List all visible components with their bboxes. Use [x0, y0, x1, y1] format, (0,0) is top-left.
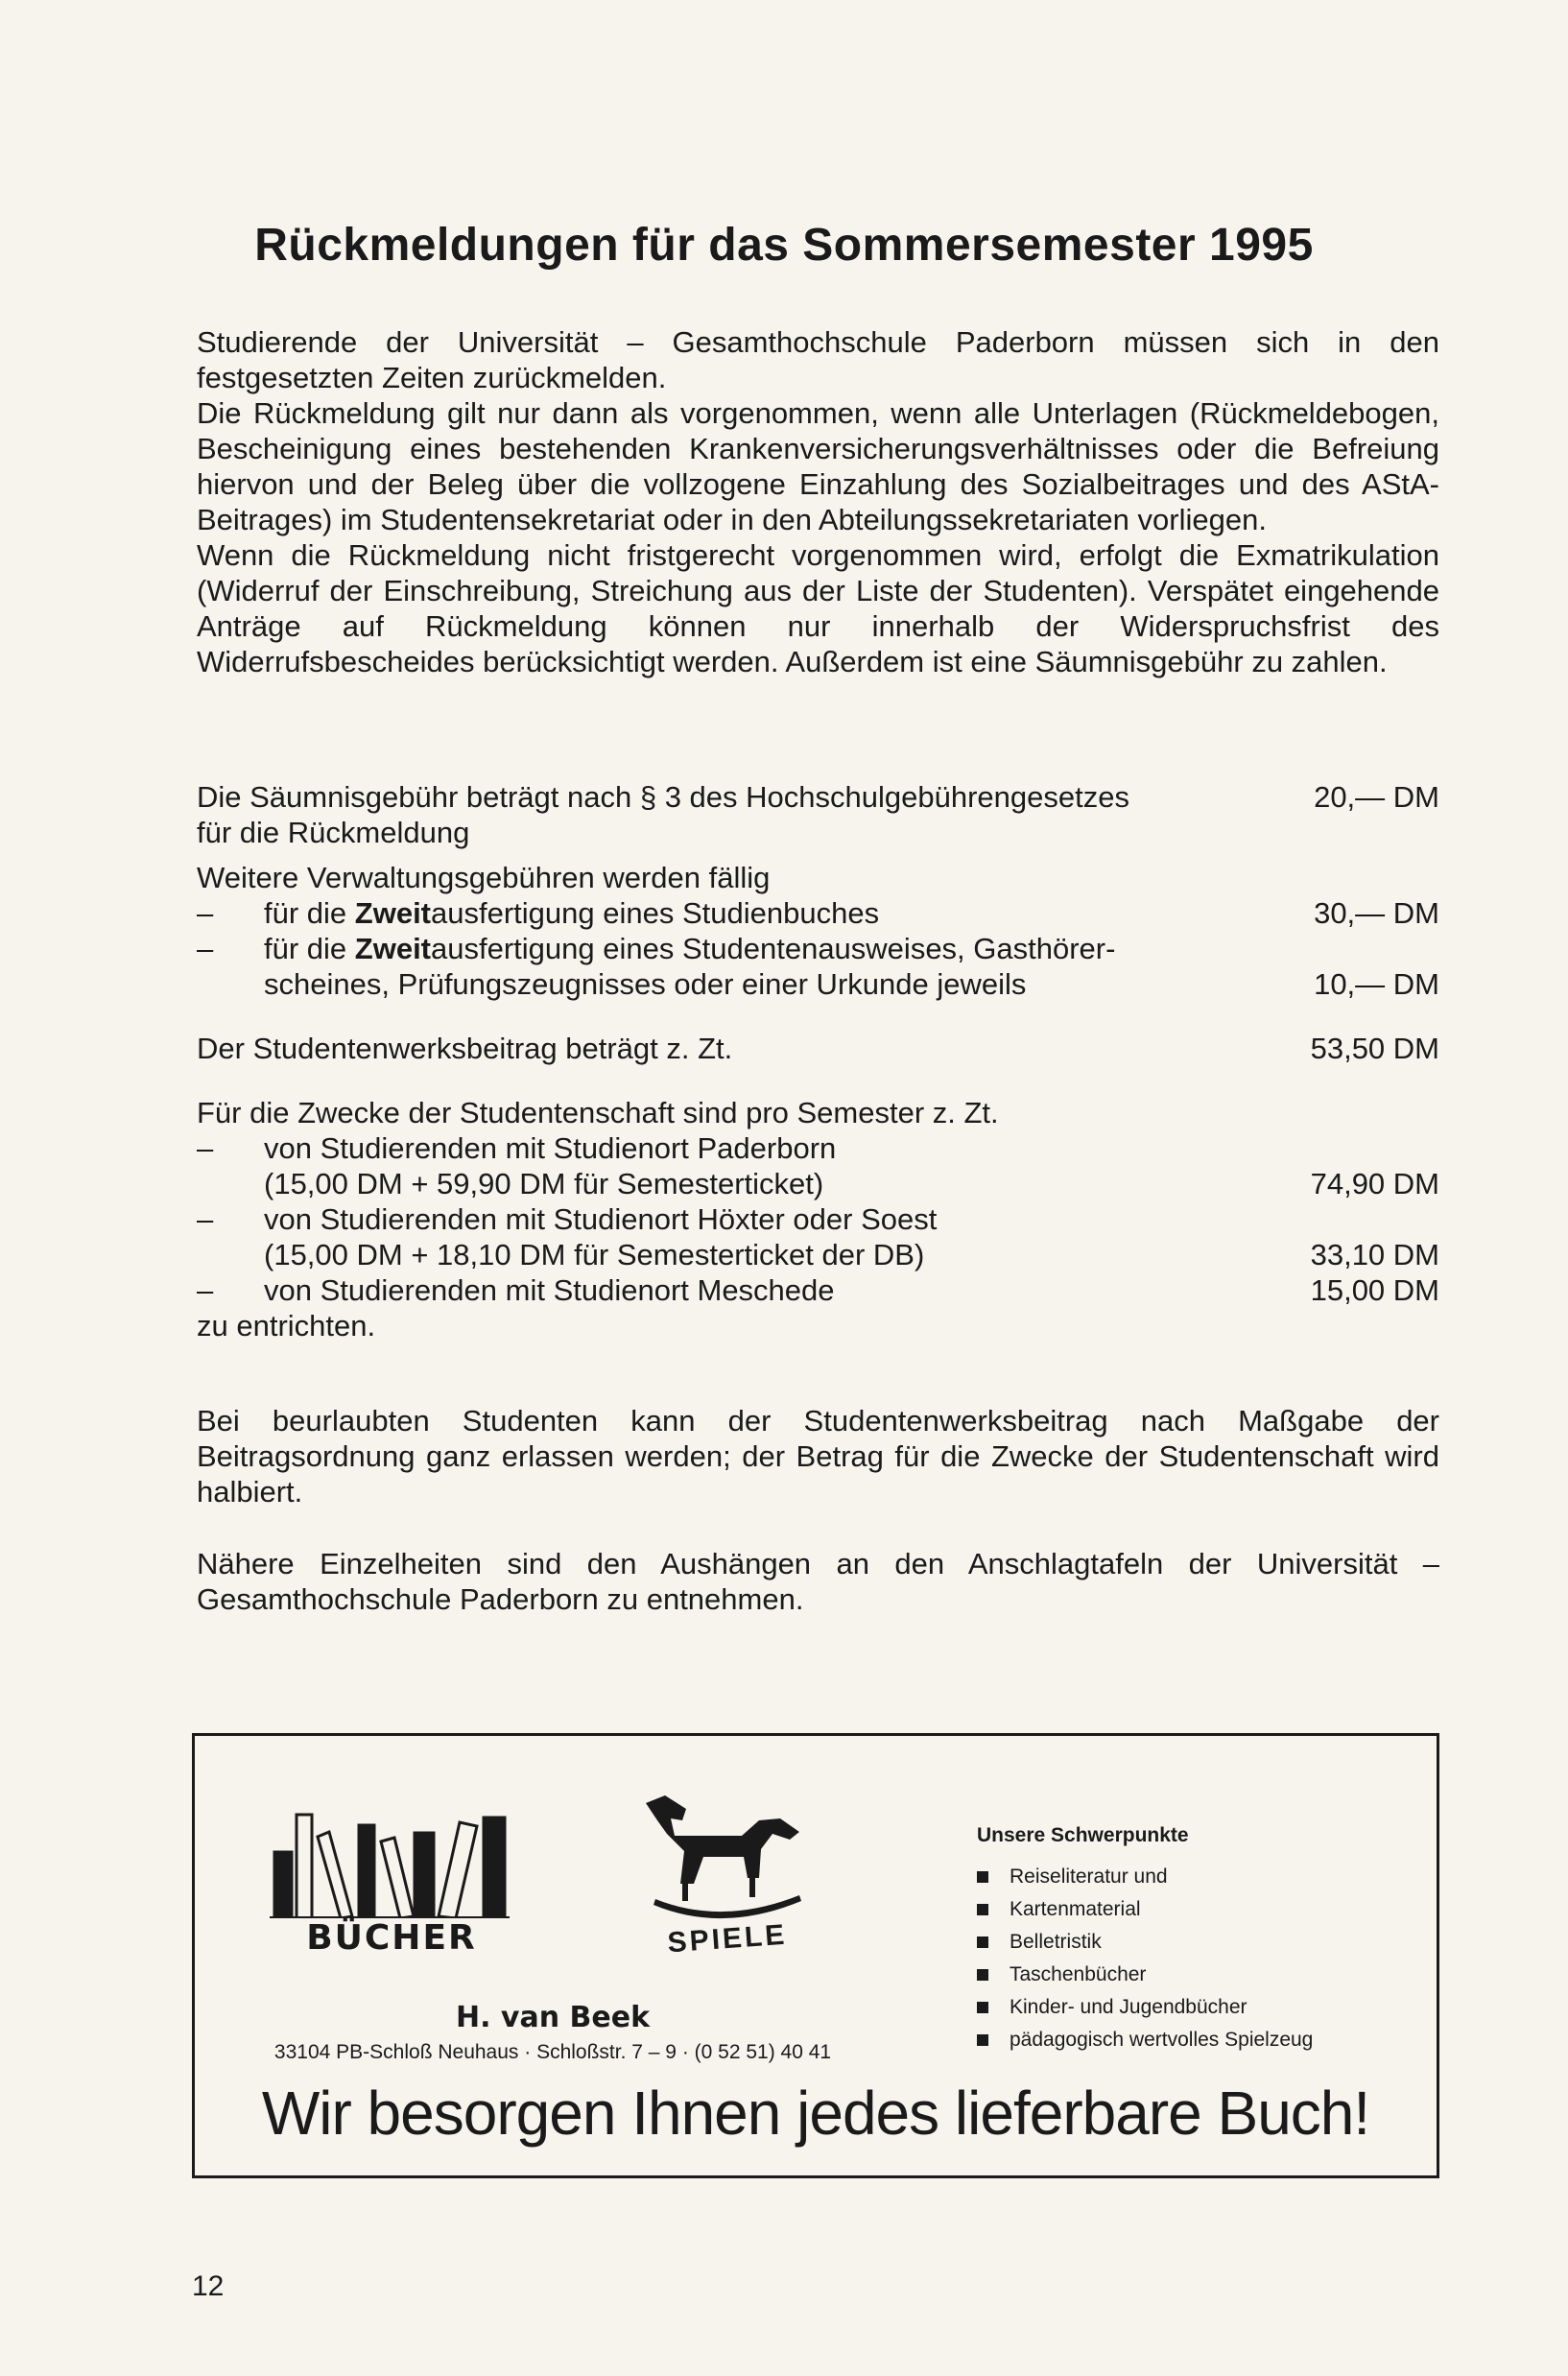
student-body-row-cont — [197, 1166, 1439, 1201]
ad-slogan: Wir besorgen Ihnen jedes lieferbare Buch! — [261, 2079, 1370, 2148]
admin-fees-intro: Weitere Verwaltungsgebühren werden fällig — [197, 861, 771, 894]
admin-fee-row-cont — [197, 966, 1439, 1002]
late-fee-amount: 20,— DM — [1314, 780, 1439, 814]
list-item — [977, 2024, 1418, 2056]
student-body-text: von Studierenden mit Studienort Paderborn — [264, 1131, 837, 1165]
focus-areas — [977, 1824, 1418, 2056]
list-dash: – — [197, 1202, 214, 1236]
list-item — [977, 1991, 1418, 2024]
focus-list — [977, 1861, 1418, 2056]
student-body-text: (15,00 DM + 59,90 DM für Semesterticket) — [264, 1167, 824, 1200]
late-fee-label: Die Säumnisgebühr beträgt nach § 3 des Hochschulgebührengesetzes — [197, 780, 1129, 814]
admin-fee-text: für die — [264, 932, 355, 965]
focus-item-label: Kartenmaterial — [1010, 1898, 1141, 1920]
paragraph-leave-of-absence: Bei beurlaubten Studenten kann der Studentenwerksbeitrag nach Maßgabe der Beitragsordnung ganz erlassen werden; der Betrag für die Zwecke der Studentenschaft wird halbiert. — [197, 1404, 1439, 1509]
focus-item-label: Taschenbücher — [1010, 1963, 1147, 1985]
student-body-row — [197, 1272, 1439, 1308]
shop-name: H. van Beek — [455, 2001, 651, 2034]
paragraph-further-details: Nähere Einzelheiten sind den Aushängen an den Anschlagtafeln der Universität – Gesamthochschule Paderborn zu entnehmen. — [197, 1547, 1439, 1616]
paragraph-documents-required: Die Rückmeldung gilt nur dann als vorgenommen, wenn alle Unterlagen (Rückmeldebogen, Bescheinigung eines bestehenden Krankenversicherungsverhältnisses oder die Befreiung hiervon und der Beleg über die vollzogene Einzahlung des Sozialbeitrages und des AStA- Beitrages) im Studentensekretariat oder in den Abteilungssekretariaten vorliegen. — [197, 396, 1439, 536]
bullet-icon — [977, 1936, 988, 1948]
student-body-amount: 74,90 DM — [1310, 1167, 1439, 1200]
bookshop-advertisement — [192, 1733, 1439, 2178]
list-dash: – — [197, 896, 214, 930]
closing-text: zu entrichten. — [197, 1309, 376, 1342]
fees-section — [197, 779, 1439, 1343]
bullet-icon — [977, 2034, 988, 2046]
focus-item-label: pädagogisch wertvolles Spielzeug — [1010, 2029, 1314, 2051]
late-fee-row — [197, 779, 1439, 815]
focus-item-label: Kinder- und Jugendbücher — [1010, 1996, 1247, 2018]
list-dash: – — [197, 1273, 214, 1307]
admin-fee-amount: 10,— DM — [1314, 967, 1439, 1001]
list-item — [977, 1861, 1418, 1893]
studentenwerk-amount: 53,50 DM — [1310, 1032, 1439, 1065]
admin-fee-text: scheines, Prüfungszeugnisses oder einer Urkunde jeweils — [264, 967, 1027, 1001]
books-label: BÜCHER — [306, 1918, 477, 1958]
studentenwerk-row — [197, 1031, 1439, 1066]
intro-text — [197, 324, 1439, 679]
admin-fee-row — [197, 931, 1439, 966]
student-body-text: von Studierenden mit Studienort Meschede — [264, 1273, 835, 1307]
student-body-row-cont — [197, 1237, 1439, 1272]
admin-fee-bold: Zweit — [354, 932, 432, 965]
admin-fee-text: ausfertigung eines Studentenausweises, Gasthörer- — [431, 932, 1116, 965]
bullet-icon — [977, 1871, 988, 1883]
admin-fee-row — [197, 895, 1439, 931]
bullet-icon — [977, 1969, 988, 1981]
books-shelf-icon — [270, 1803, 510, 1918]
list-item — [977, 1893, 1418, 1926]
list-dash: – — [197, 1131, 214, 1165]
admin-fee-text: für die — [264, 896, 355, 930]
admin-fee-bold: Zweit — [354, 896, 432, 930]
bullet-icon — [977, 1904, 988, 1915]
student-body-text: von Studierenden mit Studienort Höxter oder Soest — [264, 1202, 938, 1236]
outro-text — [197, 1403, 1439, 1617]
focus-item-label: Reiseliteratur und — [1010, 1865, 1168, 1888]
student-body-amount: 33,10 DM — [1310, 1238, 1439, 1271]
student-body-intro: Für die Zwecke der Studentenschaft sind pro Semester z. Zt. — [197, 1096, 999, 1129]
list-dash: – — [197, 932, 214, 965]
bullet-icon — [977, 2002, 988, 2013]
student-body-row — [197, 1201, 1439, 1237]
page-number: 12 — [192, 2270, 225, 2302]
paragraph-exmatriculation: Wenn die Rückmeldung nicht fristgerecht vorgenommen wird, erfolgt die Exmatrikulation (Widerruf der Einschreibung, Streichung aus der Liste der Studenten). Verspätet eingehende Anträge auf Rückmeldung können nur innerhalb der Widerspruchsfrist des Widerrufsbescheides berücksichtigt werden. Außerdem ist eine Säumnisgebühr zu zahlen. — [197, 538, 1439, 678]
studentenwerk-label: Der Studentenwerksbeitrag beträgt z. Zt. — [197, 1032, 733, 1065]
list-item — [977, 1959, 1418, 1991]
focus-title: Unsere Schwerpunkte — [977, 1824, 1189, 1846]
student-body-text: (15,00 DM + 18,10 DM für Semesterticket der DB) — [264, 1238, 925, 1271]
student-body-amount: 15,00 DM — [1310, 1273, 1439, 1307]
admin-fee-amount: 30,— DM — [1314, 896, 1439, 930]
list-item — [977, 1926, 1418, 1959]
paragraph-registration-deadline: Studierende der Universität – Gesamthochschule Paderborn müssen sich in den festgesetzten Zeiten zurückmelden. — [197, 325, 1439, 394]
page-title: Rückmeldungen für das Sommersemester 1995 — [254, 220, 1314, 271]
late-fee-label-cont: für die Rückmeldung — [197, 816, 470, 849]
student-body-row — [197, 1130, 1439, 1166]
focus-item-label: Belletristik — [1010, 1931, 1102, 1953]
admin-fee-text: ausfertigung eines Studienbuches — [431, 896, 880, 930]
games-label: SPIELE — [666, 1918, 789, 1960]
shop-address: 33104 PB-Schloß Neuhaus · Schloßstr. 7 – 9 · (0 52 51) 40 41 — [273, 2041, 832, 2063]
rocking-horse-icon — [636, 1792, 809, 1926]
